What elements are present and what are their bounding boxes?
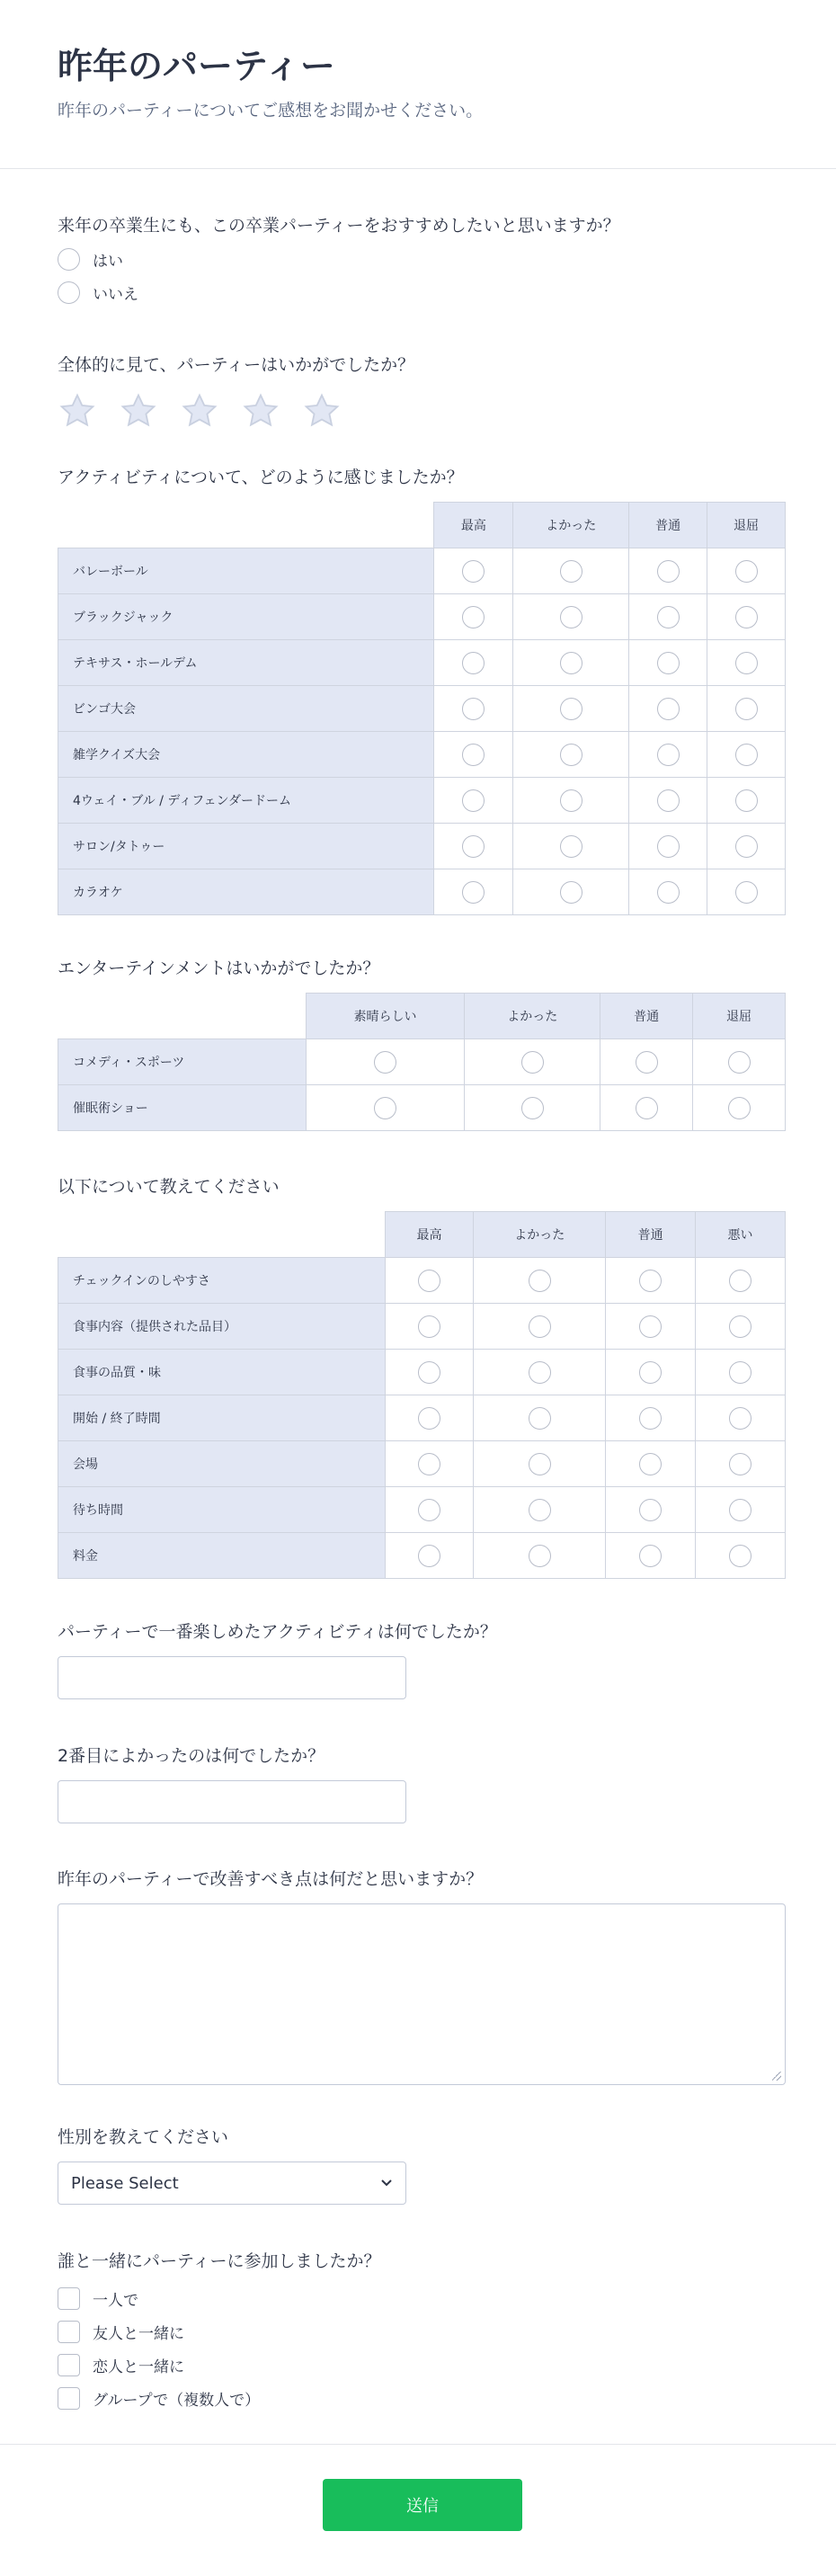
radio-button[interactable] xyxy=(529,1270,551,1292)
second-best-input[interactable] xyxy=(58,1780,406,1823)
column-header: よかった xyxy=(465,994,600,1039)
resize-handle-icon[interactable] xyxy=(772,2072,781,2081)
table-row xyxy=(58,732,786,778)
radio-button[interactable] xyxy=(560,789,583,812)
radio-button[interactable] xyxy=(462,881,485,904)
option-label: 一人で xyxy=(93,2292,138,2310)
checkbox-option[interactable] xyxy=(58,2315,786,2349)
question-activities xyxy=(58,464,786,915)
matrix-table xyxy=(58,1211,786,1579)
table-row xyxy=(58,1304,786,1350)
question-label: パーティーで一番楽しめたアクティビティは何でしたか？ xyxy=(58,1622,497,1642)
question-label: アクティビティについて、どのように感じましたか？ xyxy=(58,468,464,487)
radio-button[interactable] xyxy=(735,560,758,583)
table-row xyxy=(58,594,786,640)
question-details xyxy=(58,1173,786,1579)
radio-button[interactable] xyxy=(560,835,583,858)
row-label: サロン/タトゥー xyxy=(58,824,434,869)
table-row xyxy=(58,686,786,732)
radio-button[interactable] xyxy=(529,1361,551,1384)
radio-button[interactable] xyxy=(529,1315,551,1338)
radio-button[interactable] xyxy=(729,1361,752,1384)
radio-button[interactable] xyxy=(560,698,583,720)
radio-button[interactable] xyxy=(560,652,583,674)
table-row xyxy=(58,1039,786,1085)
radio-button[interactable] xyxy=(521,1097,544,1119)
question-label: 誰と一緒にパーティーに参加しましたか？ xyxy=(58,2251,381,2271)
table-row xyxy=(58,1533,786,1579)
improvements-textarea[interactable] xyxy=(58,1903,786,2085)
table-row xyxy=(58,640,786,686)
row-label: 雑学クイズ大会 xyxy=(58,732,434,778)
radio-button[interactable] xyxy=(462,744,485,766)
option-label: 恋人と一緒に xyxy=(93,2358,184,2376)
table-row xyxy=(58,824,786,869)
form-footer xyxy=(0,2444,836,2576)
row-label: 催眠術ショー xyxy=(58,1085,307,1131)
radio-button[interactable] xyxy=(462,560,485,583)
radio-button[interactable] xyxy=(729,1315,752,1338)
radio-button[interactable] xyxy=(418,1453,440,1475)
radio-button[interactable] xyxy=(639,1545,662,1567)
radio-button[interactable] xyxy=(735,606,758,628)
table-row xyxy=(58,1085,786,1131)
row-label: コメディ・スポーツ xyxy=(58,1039,307,1085)
radio-button[interactable] xyxy=(729,1270,752,1292)
column-header: 普通 xyxy=(600,994,693,1039)
radio-button[interactable] xyxy=(529,1453,551,1475)
question-entertainment xyxy=(58,955,786,1131)
radio-button[interactable] xyxy=(729,1545,752,1567)
select-value: Please Select xyxy=(71,2173,179,2193)
favorite-activity-input[interactable] xyxy=(58,1656,406,1699)
star-icon[interactable] xyxy=(180,391,219,431)
option-label: グループで（複数人で） xyxy=(93,2392,261,2410)
question-recommend xyxy=(58,212,786,309)
column-header: 最高 xyxy=(434,503,513,548)
radio-button[interactable] xyxy=(418,1315,440,1338)
column-header: 退屈 xyxy=(693,994,786,1039)
radio-button[interactable] xyxy=(418,1407,440,1430)
question-label: 全体的に見て、パーティーはいかがでしたか？ xyxy=(58,355,415,375)
radio-button[interactable] xyxy=(418,1270,440,1292)
page-subtitle: 昨年のパーティーについてご感想をお聞かせください。 xyxy=(58,101,484,120)
radio-button[interactable] xyxy=(418,1545,440,1567)
table-row xyxy=(58,1395,786,1441)
question-second-best xyxy=(58,1743,786,1823)
page-title: 昨年のパーティー xyxy=(58,47,335,87)
radio-button[interactable] xyxy=(374,1097,396,1119)
radio-button[interactable] xyxy=(657,652,680,674)
column-header: 悪い xyxy=(696,1212,786,1258)
table-row xyxy=(58,1487,786,1533)
checkbox-option[interactable] xyxy=(58,2349,786,2382)
radio-button[interactable] xyxy=(657,698,680,720)
checkbox-option[interactable] xyxy=(58,2282,786,2315)
column-header: よかった xyxy=(474,1212,606,1258)
radio-button[interactable] xyxy=(735,835,758,858)
column-header: 普通 xyxy=(629,503,707,548)
radio-button[interactable] xyxy=(374,1051,396,1074)
radio-button[interactable] xyxy=(462,606,485,628)
radio-button[interactable] xyxy=(58,248,80,271)
radio-button[interactable] xyxy=(735,744,758,766)
question-label: エンターテインメントはいかがでしたか？ xyxy=(58,958,380,978)
question-overall-rating xyxy=(58,352,786,431)
option-no[interactable] xyxy=(58,276,786,309)
radio-button[interactable] xyxy=(639,1407,662,1430)
star-icon[interactable] xyxy=(241,391,280,431)
radio-button[interactable] xyxy=(529,1499,551,1521)
radio-button[interactable] xyxy=(657,789,680,812)
row-label: ビンゴ大会 xyxy=(58,686,434,732)
radio-button[interactable] xyxy=(462,652,485,674)
radio-button[interactable] xyxy=(639,1499,662,1521)
checkbox-option[interactable] xyxy=(58,2382,786,2415)
chevron-down-icon xyxy=(380,2179,393,2188)
row-label: 4ウェイ・ブル / ディフェンダードーム xyxy=(58,778,434,824)
question-label: 来年の卒業生にも、この卒業パーティーをおすすめしたいと思いますか？ xyxy=(58,216,620,236)
radio-button[interactable] xyxy=(560,606,583,628)
question-improvements xyxy=(58,1866,786,2085)
matrix-table xyxy=(58,993,786,1131)
table-row xyxy=(58,548,786,594)
radio-button[interactable] xyxy=(639,1453,662,1475)
star-rating[interactable] xyxy=(58,391,786,431)
column-header: 最高 xyxy=(385,1212,474,1258)
radio-button[interactable] xyxy=(728,1097,751,1119)
matrix-table xyxy=(58,502,786,915)
row-label: 料金 xyxy=(58,1533,386,1579)
radio-button[interactable] xyxy=(560,881,583,904)
table-row xyxy=(58,1350,786,1395)
table-row xyxy=(58,778,786,824)
star-icon[interactable] xyxy=(58,391,97,431)
question-gender xyxy=(58,2124,786,2205)
gender-select[interactable] xyxy=(58,2162,406,2205)
checkbox[interactable] xyxy=(58,2321,80,2343)
radio-button[interactable] xyxy=(462,698,485,720)
option-label: 友人と一緒に xyxy=(93,2325,184,2343)
question-favorite-activity xyxy=(58,1618,786,1699)
checkbox[interactable] xyxy=(58,2387,80,2410)
submit-button[interactable]: 送信 xyxy=(323,2479,522,2531)
radio-button[interactable] xyxy=(418,1499,440,1521)
radio-button[interactable] xyxy=(729,1453,752,1475)
radio-button[interactable] xyxy=(462,789,485,812)
radio-button[interactable] xyxy=(657,606,680,628)
radio-button[interactable] xyxy=(560,560,583,583)
radio-button[interactable] xyxy=(636,1097,658,1119)
radio-button[interactable] xyxy=(657,881,680,904)
question-label: 以下について教えてください xyxy=(58,1177,280,1197)
column-header: 退屈 xyxy=(707,503,786,548)
radio-button[interactable] xyxy=(729,1499,752,1521)
row-label: 会場 xyxy=(58,1441,386,1487)
radio-button[interactable] xyxy=(529,1407,551,1430)
radio-button[interactable] xyxy=(418,1361,440,1384)
question-label: 性別を教えてください xyxy=(58,2127,229,2147)
row-label: 食事内容（提供された品目） xyxy=(58,1304,386,1350)
radio-button[interactable] xyxy=(735,881,758,904)
radio-button[interactable] xyxy=(639,1361,662,1384)
row-label: ブラックジャック xyxy=(58,594,434,640)
question-companions xyxy=(58,2248,786,2415)
option-label: いいえ xyxy=(93,286,138,304)
row-label: テキサス・ホールデム xyxy=(58,640,434,686)
table-row xyxy=(58,869,786,915)
radio-button[interactable] xyxy=(639,1270,662,1292)
table-row xyxy=(58,1441,786,1487)
row-label: 待ち時間 xyxy=(58,1487,386,1533)
column-header: 素晴らしい xyxy=(306,994,465,1039)
radio-button[interactable] xyxy=(657,835,680,858)
row-label: カラオケ xyxy=(58,869,434,915)
row-label: 開始 / 終了時間 xyxy=(58,1395,386,1441)
star-icon[interactable] xyxy=(119,391,158,431)
question-label: 2番目によかったのは何でしたか？ xyxy=(58,1746,325,1766)
row-label: チェックインのしやすさ xyxy=(58,1258,386,1304)
radio-button[interactable] xyxy=(657,744,680,766)
radio-button[interactable] xyxy=(521,1051,544,1074)
radio-button[interactable] xyxy=(735,789,758,812)
option-label: はい xyxy=(93,253,123,271)
star-icon[interactable] xyxy=(302,391,342,431)
radio-button[interactable] xyxy=(639,1315,662,1338)
radio-button[interactable] xyxy=(728,1051,751,1074)
checkbox[interactable] xyxy=(58,2354,80,2376)
checkbox[interactable] xyxy=(58,2287,80,2310)
column-header: 普通 xyxy=(606,1212,696,1258)
row-label: バレーボール xyxy=(58,548,434,594)
question-label: 昨年のパーティーで改善すべき点は何だと思いますか？ xyxy=(58,1869,484,1889)
row-label: 食事の品質・味 xyxy=(58,1350,386,1395)
radio-button[interactable] xyxy=(729,1407,752,1430)
radio-button[interactable] xyxy=(560,744,583,766)
option-yes[interactable] xyxy=(58,243,786,276)
form-header xyxy=(0,0,836,169)
radio-button[interactable] xyxy=(529,1545,551,1567)
radio-button[interactable] xyxy=(462,835,485,858)
radio-button[interactable] xyxy=(735,652,758,674)
radio-button[interactable] xyxy=(58,281,80,304)
column-header: よかった xyxy=(513,503,629,548)
radio-button[interactable] xyxy=(735,698,758,720)
table-row xyxy=(58,1258,786,1304)
radio-button[interactable] xyxy=(636,1051,658,1074)
radio-button[interactable] xyxy=(657,560,680,583)
